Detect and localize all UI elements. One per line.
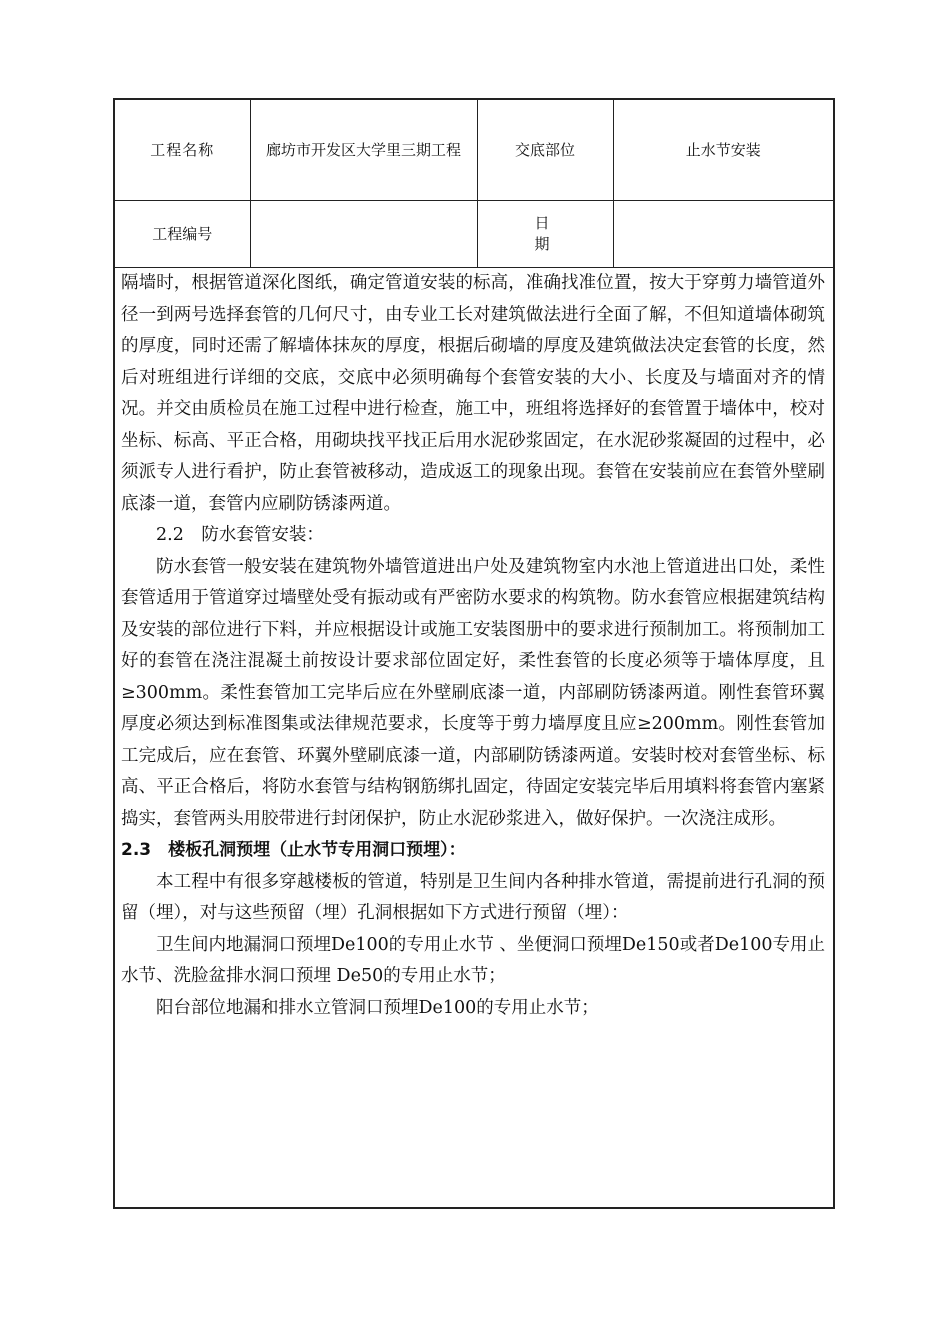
date-label: 日期	[477, 201, 613, 268]
date-value	[613, 201, 833, 268]
project-no-label: 工程编号	[115, 201, 250, 268]
project-name-label: 工程名称	[115, 100, 250, 201]
paragraph-balcony-openings: 阳台部位地漏和排水立管洞口预埋De100的专用止水节；	[156, 997, 599, 1018]
content-body	[121, 268, 825, 1024]
paragraph-floor-openings: 本工程中有很多穿越楼板的管道，特别是卫生间内各种排水管道，需提前进行孔洞的预留（埋），对与这些预留（埋）孔洞根据如下方式进行预留（埋）：	[121, 871, 825, 923]
paragraph-waterproof-casing: 防水套管一般安装在建筑物外墙管道进出户处及建筑物室内水池上管道进出口处，柔性套管适用于管道穿过墙壁处受有振动或有严密防水要求的构筑物。防水套管应根据建筑结构及安装的部位进行下料，并应根据设计或施工安装图册中的要求进行预制加工。将预制加工好的套管在浇注混凝土前按设计要求部位固定好，柔性套管的长度必须等于墙体厚度，且≥300mm。柔性套管加工完毕后应在外壁刷底漆一道，内部刷防锈漆两道。刚性套管环翼厚度必须达到标准图集或法律规范要求，长度等于剪力墙厚度且应≥200mm。刚性套管加工完成后，应在套管、环翼外壁刷底漆一道，内部刷防锈漆两道。安装时校对套管坐标、标高、平正合格后，将防水套管与结构钢筋绑扎固定，待固定安装完毕后用填料将套管内塞紧捣实，套管两头用胶带进行封闭保护，防止水泥砂浆进入，做好保护。一次浇注成形。	[121, 556, 825, 829]
section-label: 交底部位	[477, 100, 613, 201]
header-table	[115, 100, 833, 268]
paragraph-bathroom-openings: 卫生间内地漏洞口预埋De100的专用止水节 、坐便洞口预埋De150或者De100专用止水节、洗脸盆排水洞口预埋 De50的专用止水节；	[121, 934, 825, 986]
document-sheet	[113, 98, 835, 1209]
project-no-value	[250, 201, 477, 268]
project-name-value: 廊坊市开发区大学里三期工程	[250, 100, 477, 201]
paragraph-casing-installation: 隔墙时，根据管道深化图纸，确定管道安装的标高，准确找准位置，按大于穿剪力墙管道外径一到两号选择套管的几何尺寸，由专业工长对建筑做法进行全面了解，不但知道墙体砌筑的厚度，同时还需了解墙体抹灰的厚度，根据后砌墙的厚度及建筑做法决定套管的长度，然后对班组进行详细的交底，交底中必须明确每个套管安装的大小、长度及与墙面对齐的情况。并交由质检员在施工过程中进行检查，施工中，班组将选择好的套管置于墙体中，校对坐标、标高、平正合格，用砌块找平找正后用水泥砂浆固定，在水泥砂浆凝固的过程中，必须派专人进行看护，防止套管被移动，造成返工的现象出现。套管在安装前应在套管外壁刷底漆一道，套管内应刷防锈漆两道。	[121, 273, 825, 514]
heading-2-3: 2.3 楼板孔洞预埋（止水节专用洞口预埋）：	[121, 840, 466, 860]
heading-2-2: 2.2 防水套管安装：	[156, 525, 324, 545]
section-value: 止水节安装	[613, 100, 833, 201]
